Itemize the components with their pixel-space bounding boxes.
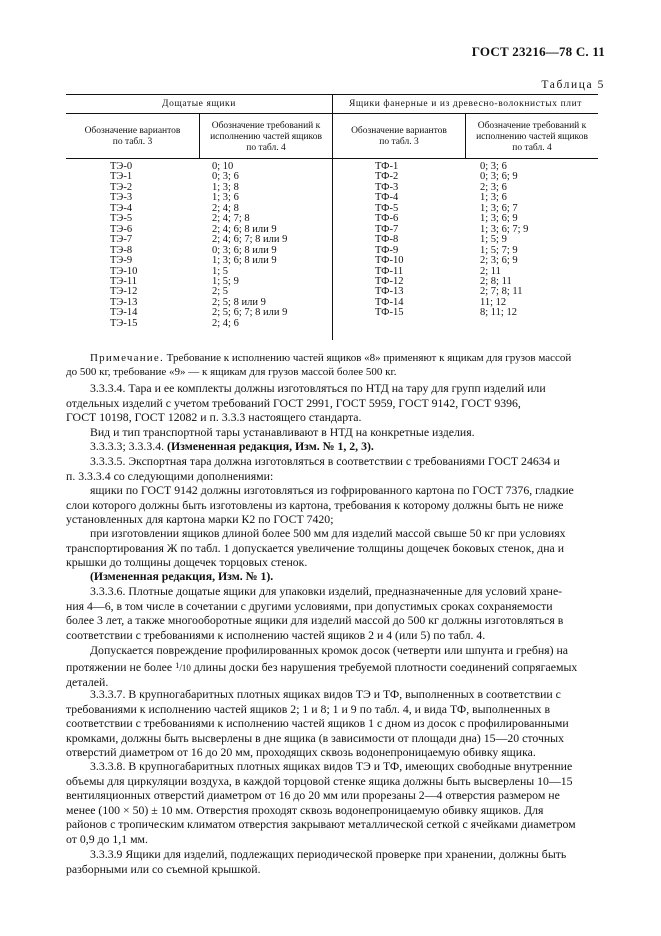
table-cell: ТЭ-9: [110, 255, 133, 267]
table-caption: Таблица 5: [541, 79, 605, 91]
table-cell: 1; 3; 6: [480, 192, 507, 204]
table-cell: ТЭ-1: [110, 171, 133, 183]
left-variants-column: [110, 162, 137, 329]
table-cell: ТФ-7: [375, 223, 399, 235]
table-cell: 1; 5; 7; 9: [480, 244, 518, 256]
left-group-header: Дощатые ящики: [162, 99, 236, 109]
table-cell: 1; 3; 6; 8 или 9: [212, 255, 277, 267]
table-cell: 2; 4; 6; 8 или 9: [212, 223, 277, 235]
table-cell: 2; 3; 6: [480, 181, 507, 193]
fraction-numerator: 1: [175, 659, 180, 670]
table-cell: 0; 3; 6: [480, 161, 507, 172]
table-cell: ТЭ-7: [110, 234, 133, 246]
table-cell: 11; 12: [480, 296, 507, 308]
table-cell: 2; 5; 8 или 9: [212, 296, 266, 308]
table-cell: 1; 3; 6; 9: [480, 213, 518, 225]
table-cell: ТЭ-4: [110, 202, 133, 214]
table-cell: 2; 3; 6; 9: [480, 255, 518, 267]
table-cell: 1; 3; 8: [212, 181, 239, 193]
right-variants-column: [375, 162, 403, 319]
table-cell: ТЭ-11: [110, 275, 137, 287]
table-cell: 1; 5; 9: [480, 234, 507, 246]
table-cell: 1; 3; 6; 7; 9: [480, 223, 529, 235]
left-col2-header: Обозначение требований к исполнению частей ящиков по табл. 4: [210, 121, 322, 153]
paragraph-container-type: Вид и тип транспортной тары устанавливают в НТД на конкретные изделия.: [90, 425, 475, 439]
table-cell: ТЭ-8: [110, 244, 133, 256]
table-cell: ТФ-10: [375, 255, 404, 267]
table-cell: ТЭ-3: [110, 192, 133, 204]
paragraph-cardboard-boxes: ящики по ГОСТ 9142 должны изготовляться из гофрированного картона по ГОСТ 7376, гладкие слои которого должны быть изготовлены из картона, требования к которому должны быть не ниже установленных для картона марки К2 по ГОСТ 7420;: [66, 483, 574, 526]
table-note: [66, 351, 598, 379]
paragraph-edge-damage: Допускается повреждение профилированных кромок досок (четверти или шпунта и гребня) на протяжении не более $^1$/10 длины доски без нарушения требуемой плотности соединений сопрягаемых деталей.: [66, 643, 578, 689]
table-cell: 1; 3; 6: [212, 192, 239, 204]
table-cell: 2; 11: [480, 265, 501, 277]
paragraph-3335: 3.3.3.5. Экспортная тара должна изготовляться в соответствии с требованиями ГОСТ 24634 и п. 3.3.3.4 со следующими дополнениями:: [66, 454, 560, 483]
table-cell: 2; 5; 6; 7; 8 или 9: [212, 307, 288, 319]
right-group-header: Ящики фанерные и из древесно-волокнистых плит: [348, 99, 583, 109]
table-cell: ТФ-14: [375, 296, 404, 308]
paragraph-amendment-2: (Измененная редакция, Изм. № 1).: [90, 569, 274, 583]
table-cell: 2; 4; 6: [212, 317, 239, 329]
table-cell: ТФ-3: [375, 181, 399, 193]
table-5: [66, 94, 598, 342]
table-cell: ТФ-12: [375, 275, 404, 287]
table-cell: ТФ-1: [375, 161, 399, 172]
page-header: ГОСТ 23216—78 С. 11: [471, 44, 605, 59]
paragraph-long-boxes: при изготовлении ящиков длиной более 500 мм для изделий массой свыше 50 кг при условиях транспортирования Ж по табл. 1 допускается увеличение толщины дощечек боковых стенок, дна и крышки до толщины дощечек торцовых стенок.: [66, 526, 566, 569]
table-cell: ТФ-4: [375, 192, 399, 204]
table-cell: 0; 3; 6; 9: [480, 171, 518, 183]
table-cell: 0; 3; 6: [212, 171, 239, 183]
table-cell: 1; 5: [212, 265, 229, 277]
paragraph-3339: 3.3.3.9 Ящики для изделий, подлежащих периодической проверке при хранении, должны быть разборными или со съемной крышкой.: [66, 847, 567, 876]
table-cell: ТЭ-5: [110, 213, 133, 225]
right-requirements-column: [480, 162, 528, 319]
table-cell: ТЭ-0: [110, 161, 133, 172]
paragraph-3337: 3.3.3.7. В крупногабаритных плотных ящиках видов ТЭ и ТФ, выполненных в соответствии с требованиями к исполнению частей ящиков 2; 1 и 8; 1 и 9 по табл. 4, и вида ТФ, выполненных в соответствии с требованиями к исполнению частей ящиков 1 с дном из досок с профилированными кромками, должны быть высверлены в дне ящика (в зависимости от площади дна) 15—20 сточных отверстий диаметром от 16 до 20 мм, проходящих сквозь водонепроницаемую обивку ящика.: [66, 687, 569, 759]
paragraph-3336: 3.3.3.6. Плотные дощатые ящики для упаковки изделий, предназначенные для условий хране- ния 4—6, в том числе в сочетании с другими условиями, при допустимых сроках сохраняемости более 3 лет, а также многооборотные ящики для изделий массой до 500 кг должны изготовляться в соответствии с требованиями к исполнению частей ящиков 2 и 4 (или 5) по табл. 4.: [66, 584, 564, 642]
paragraph-amendment-1: 3.3.3.3; 3.3.3.4. (Измененная редакция, Изм. № 1, 2, 3).: [90, 439, 374, 453]
table-cell: 2; 4; 8: [212, 202, 239, 214]
table-cell: 1; 5; 9: [212, 275, 239, 287]
table-cell: ТФ-15: [375, 307, 404, 319]
table-cell: 2; 5: [212, 286, 229, 298]
table-cell: ТЭ-2: [110, 181, 133, 193]
table-cell: ТФ-13: [375, 286, 404, 298]
table-cell: 0; 10: [212, 161, 234, 172]
table-cell: 2; 4; 7; 8: [212, 213, 250, 225]
table-cell: ТЭ-13: [110, 296, 138, 308]
left-requirements-column: [212, 162, 287, 329]
table-cell: ТЭ-15: [110, 317, 138, 329]
paragraph-3334: 3.3.3.4. Тара и ее комплекты должны изготовляться по НТД на тару для групп изделий или отдельных изделий с учетом требований ГОСТ 2991, ГОСТ 5959, ГОСТ 9142, ГОСТ 9396, ГОСТ 10198, ГОСТ 12082 и п. 3.3.3 настоящего стандарта.: [66, 381, 546, 424]
table-cell: 8; 11; 12: [480, 307, 517, 319]
note-label: Примечание.: [90, 352, 164, 364]
right-col1-header: Обозначение вариантов по табл. 3: [351, 126, 447, 147]
table-cell: 1; 3; 6; 7: [480, 202, 518, 214]
table-cell: 2; 7; 8; 11: [480, 286, 523, 298]
table-cell: 2; 4; 6; 7; 8 или 9: [212, 234, 288, 246]
paragraph-3338: 3.3.3.8. В крупногабаритных плотных ящиках видов ТЭ и ТФ, имеющих свободные внутренние объемы для циркуляции воздуха, в каждой торцовой стенке ящика должны быть высверлены 10—15 вентиляционных отверстий диаметром от 16 до 20 мм или прорезаны 2—4 отверстия размером не менее (100 × 50) ± 10 мм. Отверстия проходят сквозь водонепроницаемую обивку ящиков. Для районов с тропическим климатом отверстия закрывают металлической сеткой с ячейками диаметром от 0,9 до 1,1 мм.: [66, 759, 576, 846]
table-cell: ТЭ-6: [110, 223, 133, 235]
left-col1-header: Обозначение вариантов по табл. 3: [84, 126, 181, 147]
right-col2-header: Обозначение требований к исполнению частей ящиков по табл. 4: [476, 121, 588, 153]
table-cell: ТФ-5: [375, 202, 399, 214]
table-cell: 2; 8; 11: [480, 275, 512, 287]
table-cell: ТФ-11: [375, 265, 404, 277]
table-cell: ТФ-2: [375, 171, 399, 183]
table-cell: ТЭ-12: [110, 286, 138, 298]
table-cell: ТФ-8: [375, 234, 399, 246]
note-text-1: Требование к исполнению частей ящиков «8» применяют к ящикам для грузов массой: [163, 352, 572, 364]
note-text-2: до 500 кг, требование «9» — к ящикам для грузов массой более 500 кг.: [66, 366, 397, 378]
table-cell: ТЭ-14: [110, 307, 138, 319]
fraction-denominator: /10: [179, 662, 191, 673]
table-cell: ТФ-9: [375, 244, 399, 256]
table-cell: 0; 3; 6; 8 или 9: [212, 244, 277, 256]
table-cell: ТЭ-10: [110, 265, 138, 277]
table-cell: ТФ-6: [375, 213, 399, 225]
